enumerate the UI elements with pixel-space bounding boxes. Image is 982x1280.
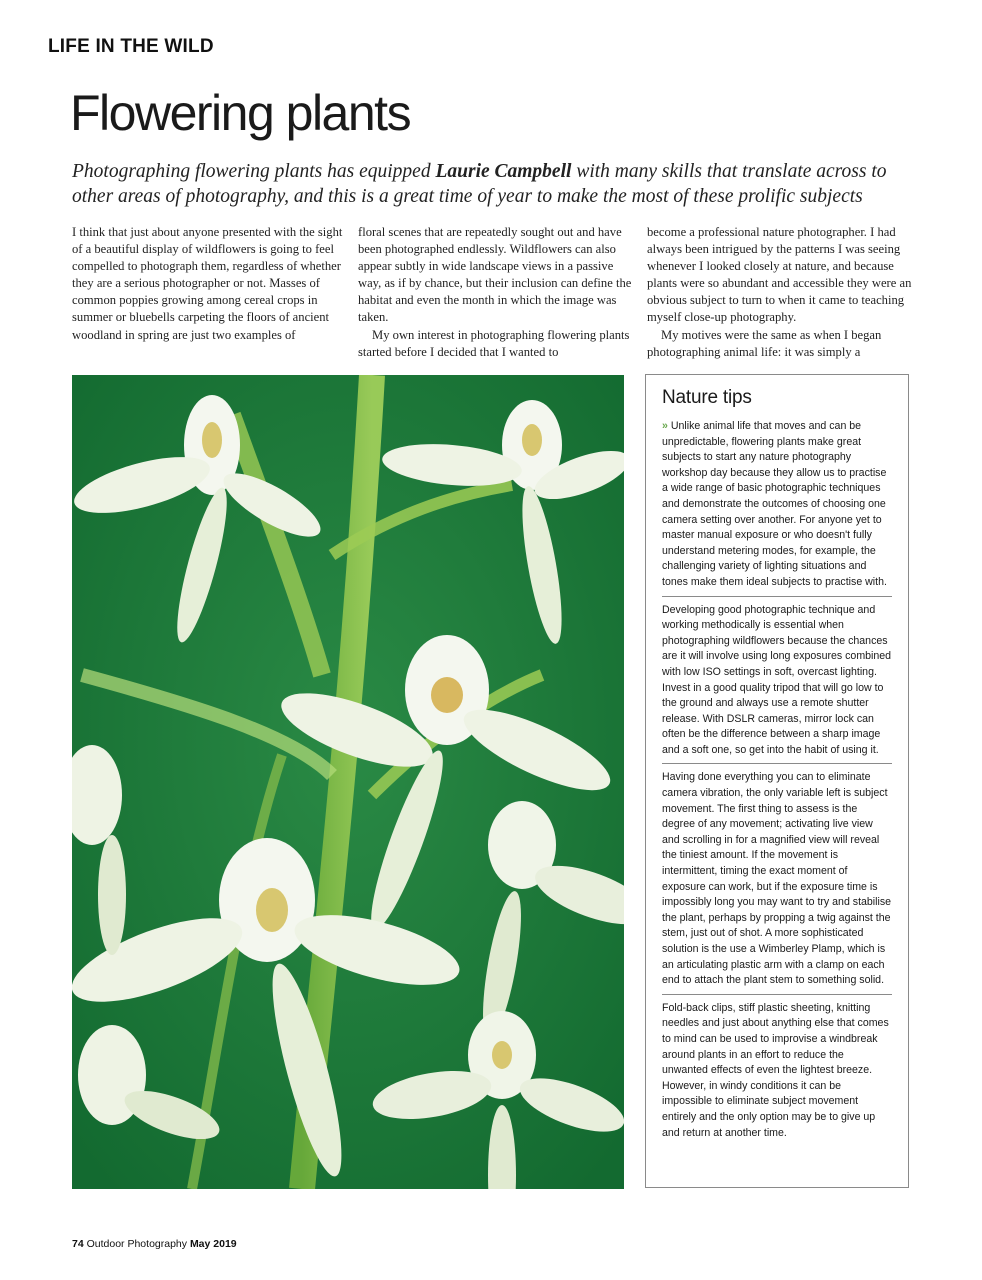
page-footer [72, 1238, 237, 1250]
body-paragraph: My own interest in photographing flowering plants started before I decided that I wanted to [358, 327, 630, 359]
tips-paragraph: Having done everything you can to eliminate camera vibration, the only variable left is subject movement. The first thing to assess is the degree of any movement; activating live view and scrolling in for a magnified view will reveal the tiniest amount. If the movement is intermittent, timing the exact moment of exposure can work, but if the exposure time is impossibly long you may want to try and stabilise the plant, perhaps by propping a twig against the stem, just out of shot. A more sophisticated solution is the use a Wimberley Plamp, which is an articulating plastic arm with a clamp on each end to attach the plant stem to something solid. [662, 771, 892, 987]
headline: Flowering plants [70, 85, 411, 141]
tips-paragraph-text: Unlike animal life that moves and can be unpredictable, flowering plants make great subjects to start any nature photography workshop day because they allow us to practise a wide range of basic photographic techniques and demonstrate the outcomes of choosing one camera setting over another. For anyone yet to master manual exposure or who doesn't fully understand metering modes, for example, the challenging variety of lighting situations and tones make them ideal subjects to practise with. [662, 420, 887, 588]
orchid-photo [72, 375, 624, 1189]
body-paragraph: floral scenes that are repeatedly sought out and have been photographed endlessly. Wildflowers can also appear subtly in wide landscape views in a passive way, as if by chance, but their inclusion can define the habitat and even the month in which the image was taken. [358, 225, 632, 325]
body-paragraph: become a professional nature photographer. I had always been intrigued by the patterns I was seeing whenever I looked closely at nature, and because plants were so abundant and accessible they were an obvious subject to turn to when it came to teaching myself close-up photography. [647, 225, 912, 325]
page-number: 74 [72, 1238, 84, 1250]
orchid-illustration [72, 375, 624, 1189]
divider [662, 763, 892, 764]
standfirst-before: Photographing flowering plants has equipped [72, 161, 436, 182]
body-column-2 [358, 224, 638, 361]
body-paragraph: My motives were the same as when I began photographing animal life: it was simply a [647, 327, 882, 359]
nature-tips-box [645, 374, 909, 1188]
magazine-name: Outdoor Photography [86, 1238, 188, 1250]
standfirst [72, 159, 892, 209]
tips-title: Nature tips [662, 387, 752, 408]
chevron-right-icon: » [662, 420, 668, 432]
divider [662, 596, 892, 597]
divider [662, 994, 892, 995]
body-column-3 [647, 224, 915, 361]
body-column-1 [72, 224, 352, 344]
section-label: LIFE IN THE WILD [48, 36, 214, 57]
tips-paragraph: Fold-back clips, stiff plastic sheeting, knitting needles and just about anything else that comes to mind can be used to improvise a windbreak around plants in an effort to reduce the unwanted effects of even the lightest breeze. However, in windy conditions it can be impossible to eliminate subject movement entirely and the only option may be to give up and return at another time. [662, 1001, 889, 1139]
issue-date: May 2019 [189, 1238, 237, 1250]
author-name: Laurie Campbell [435, 161, 572, 182]
standfirst-after: with many skills that translate across to other areas of photography, and this is a great time of year to make the most of these prolific subjects [72, 161, 887, 207]
tips-paragraph [662, 419, 892, 591]
body-paragraph: I think that just about anyone presented with the sight of a beautiful display of wildflowers is going to feel compelled to photograph them, regardless of whether they are a serious photographer or not. Masses of common poppies growing among cereal crops in summer or bluebells carpeting the floors of ancient woodland in spring are just two examples of [72, 225, 343, 342]
tips-paragraph: Developing good photographic technique and working methodically is essential when photographing wildflowers because the chances are it will involve using long exposures combined with low ISO settings in soft, overcast lighting. Invest in a good quality tripod that will go low to the ground and always use a remote shutter release. With DSLR cameras, mirror lock can often be the difference between a sharp image and a soft one, so get into the habit of using it. [662, 603, 892, 756]
